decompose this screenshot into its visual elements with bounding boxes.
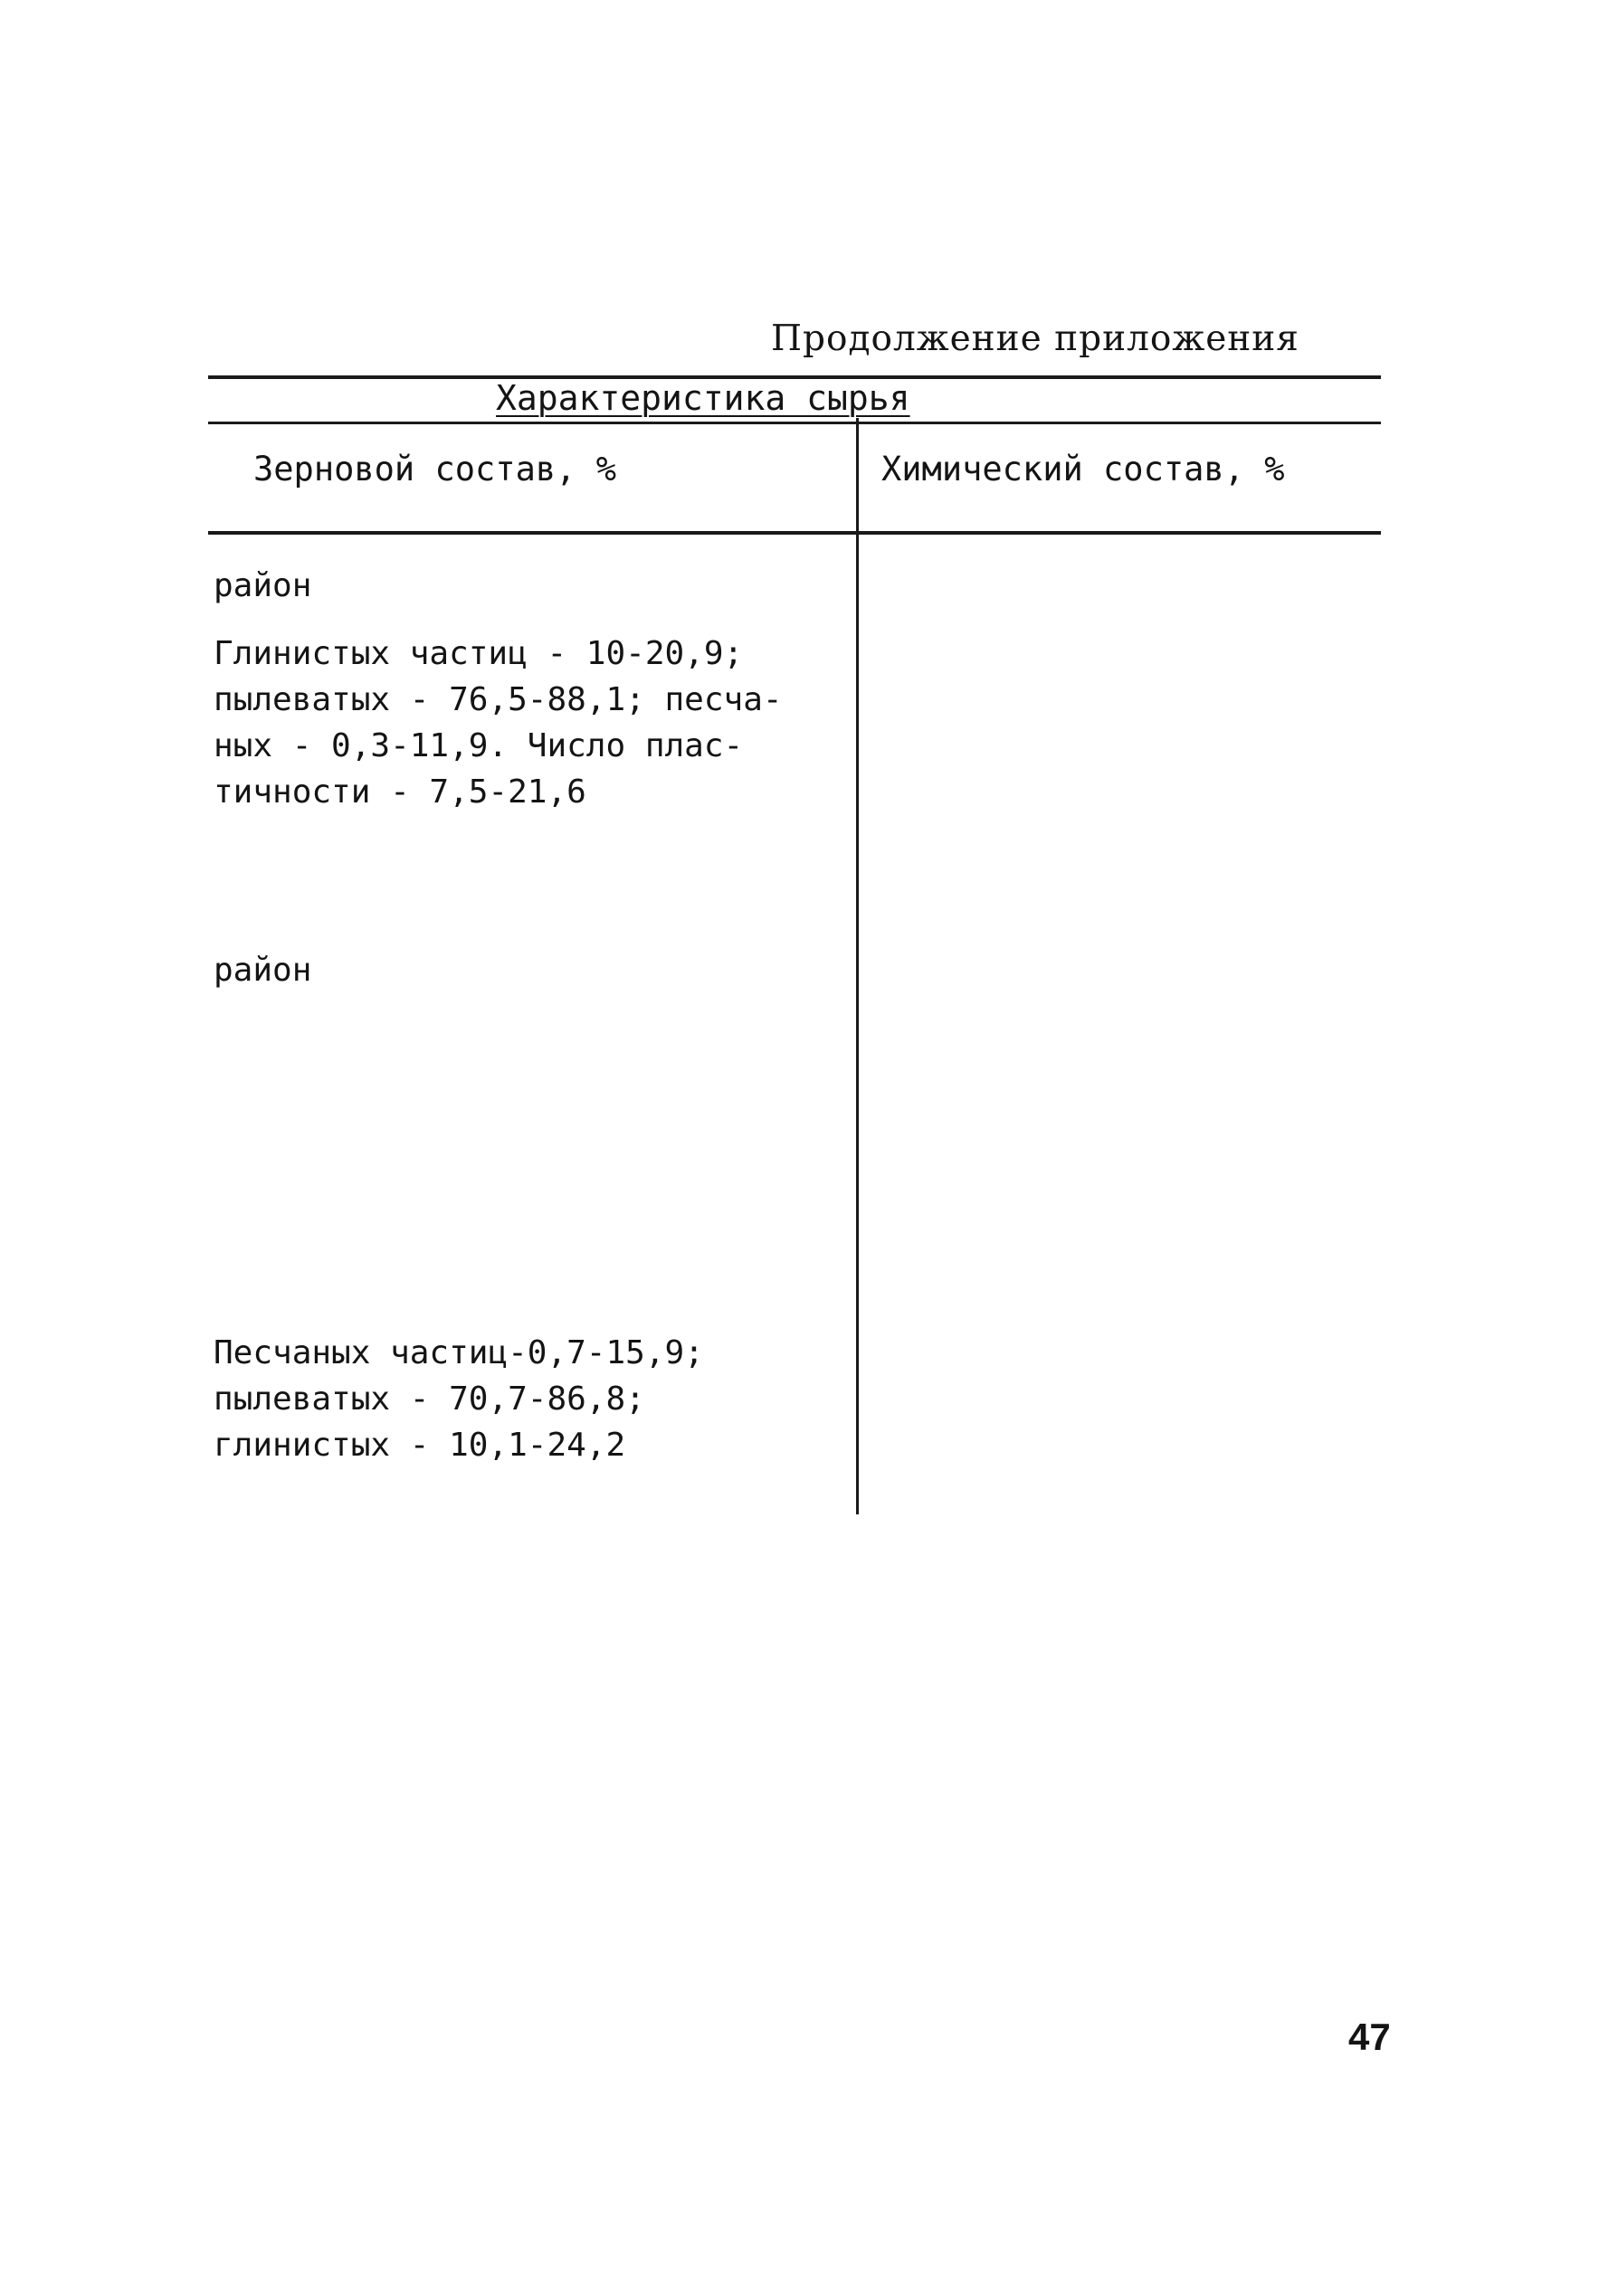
group-header-rule <box>208 422 1381 424</box>
column-header-chemical-composition: Химический состав, % <box>881 450 1285 489</box>
header-bottom-rule <box>208 531 1381 535</box>
column-divider <box>856 418 859 1514</box>
text-line: пылеватых - 70,7-86,8; <box>214 1380 645 1418</box>
district-label-2: район <box>214 952 312 989</box>
text-line: Песчаных частиц-0,7-15,9; <box>214 1334 704 1371</box>
column-header-grain-composition: Зерновой состав, % <box>253 450 616 489</box>
text-line: ных - 0,3-11,9. Число плас- <box>214 727 744 764</box>
grain-composition-block-2 <box>214 1330 704 1468</box>
group-header: Характеристика сырья <box>496 378 910 418</box>
text-line: пылеватых - 76,5-88,1; песча- <box>214 681 783 718</box>
grain-composition-block-1 <box>214 631 783 815</box>
district-label-1: район <box>214 567 312 604</box>
text-line: Глинистых частиц - 10-20,9; <box>214 635 744 672</box>
text-line: глинистых - 10,1-24,2 <box>214 1427 626 1464</box>
page-number: 47 <box>1348 2016 1391 2058</box>
text-line: тичности - 7,5-21,6 <box>214 773 586 811</box>
continuation-title: Продолжение приложения <box>771 318 1299 359</box>
